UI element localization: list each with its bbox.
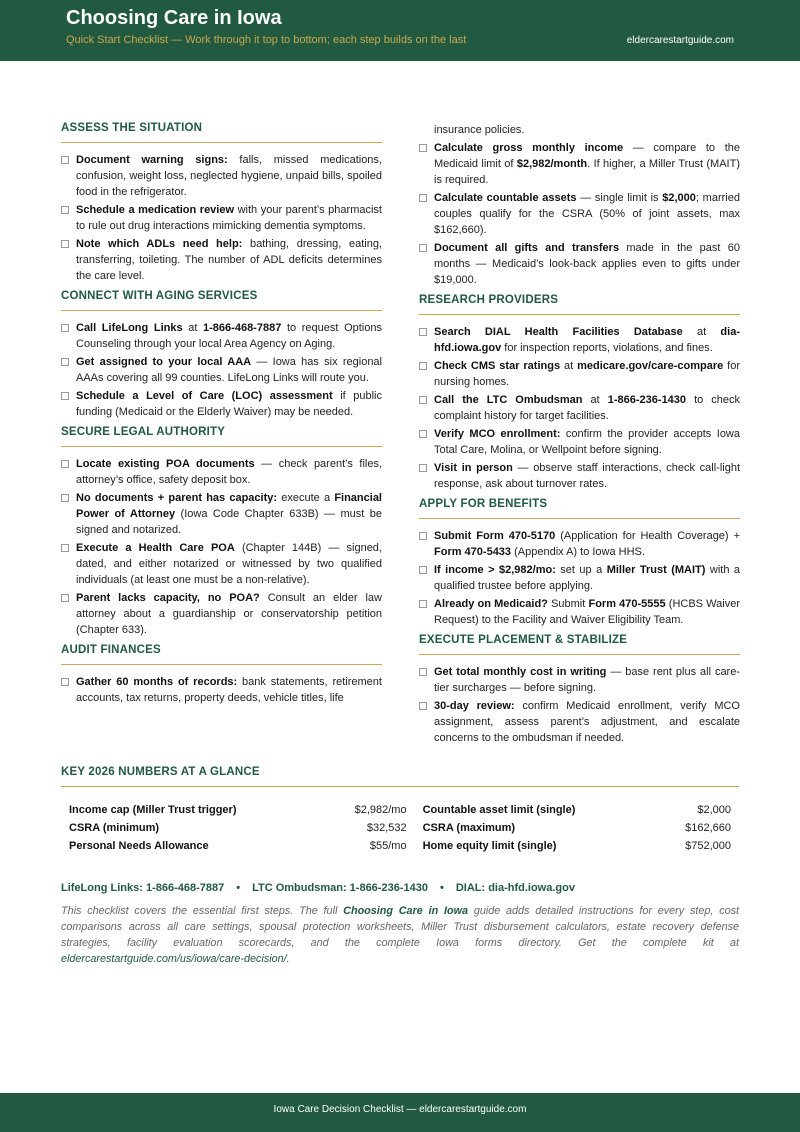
- lifelong-links-contact[interactable]: LifeLong Links: 1-866-468-7887: [61, 882, 225, 894]
- checklist-item: [61, 456, 382, 488]
- item-text: execute a: [277, 492, 335, 504]
- number-label: CSRA (minimum): [69, 822, 160, 834]
- contact-separator: •: [236, 882, 241, 894]
- checkbox[interactable]: [61, 392, 69, 400]
- item-lead: Execute a Health Care POA: [76, 542, 235, 554]
- item-text: at: [182, 322, 204, 334]
- item-text: at: [682, 326, 721, 338]
- checklist-item: [419, 426, 740, 458]
- page-subtitle: Quick Start Checklist — Work through it top to bottom; each step builds on the last: [66, 34, 467, 46]
- item-emphasis: Form 470-5555: [588, 598, 666, 610]
- number-value: $2,982/mo: [354, 804, 407, 816]
- item-lead: Call LifeLong Links: [76, 322, 183, 334]
- page-title: Choosing Care in Iowa: [66, 7, 282, 29]
- number-value: $162,660: [685, 822, 731, 834]
- item-lead: Get total monthly cost in writing: [434, 666, 607, 678]
- item-text: . If higher, a Miller Trust (MAIT) is required.: [434, 158, 740, 186]
- checkbox[interactable]: [419, 532, 427, 540]
- checkbox[interactable]: [61, 156, 69, 164]
- checklist: [61, 152, 382, 284]
- checkbox[interactable]: [419, 144, 427, 152]
- checklist-section: [61, 290, 382, 420]
- contact-line: [61, 882, 575, 894]
- checklist-item: [61, 152, 382, 200]
- item-text: bank statements, retirement accounts, tax returns, property deeds, vehicle titles, life: [76, 676, 382, 704]
- item-lead: Parent lacks capacity, no POA?: [76, 592, 260, 604]
- section-title: CONNECT WITH AGING SERVICES: [61, 290, 382, 311]
- checklist-section: [419, 122, 740, 288]
- section-title: RESEARCH PROVIDERS: [419, 294, 740, 315]
- checklist-section: [61, 644, 382, 706]
- item-emphasis: $2,982/month: [516, 158, 588, 170]
- item-lead: Schedule a medication review: [76, 204, 235, 216]
- item-lead: Calculate gross monthly income: [434, 142, 624, 154]
- number-value: $55/mo: [369, 840, 407, 852]
- section-title: ASSESS THE SITUATION: [61, 122, 382, 143]
- note-text: This checklist covers the essential first steps. The full: [61, 905, 344, 917]
- item-text: insurance policies.: [434, 124, 525, 136]
- dial-contact[interactable]: DIAL: dia-hfd.iowa.gov: [455, 882, 575, 894]
- number-label: Countable asset limit (single): [422, 804, 576, 816]
- key-numbers-table: [61, 801, 739, 855]
- item-lead: Verify MCO enrollment:: [434, 428, 561, 440]
- item-text: made in the past 60 months — Medicaid’s look-back applies even to gifts under $19,000.: [434, 242, 740, 286]
- key-number-row: [61, 837, 739, 855]
- item-lead: No documents + parent has capacity:: [76, 492, 278, 504]
- checklist-item: [61, 590, 382, 638]
- item-text: falls, missed medications, confusion, weight loss, neglected hygiene, unpaid bills, spoiled food in the refrigerator.: [76, 154, 382, 198]
- number-value: $2,000: [697, 804, 731, 816]
- item-emphasis: Miller Trust (MAIT): [606, 564, 706, 576]
- item-emphasis: 1-866-468-7887: [203, 322, 282, 334]
- checkbox[interactable]: [61, 594, 69, 602]
- item-text: with a qualified trustee before applying.: [434, 564, 740, 592]
- checklist: [419, 664, 740, 746]
- section-title: SECURE LEGAL AUTHORITY: [61, 426, 382, 447]
- checklist-section: [419, 634, 740, 746]
- item-emphasis: Form 470-5433: [434, 546, 512, 558]
- item-text: — single limit is: [576, 192, 663, 204]
- item-lead: Visit in person: [434, 462, 513, 474]
- checkbox[interactable]: [61, 206, 69, 214]
- checkbox[interactable]: [419, 362, 427, 370]
- item-lead: Search DIAL Health Facilities Database: [434, 326, 683, 338]
- checklist-item: [61, 236, 382, 284]
- note-text: guide adds detailed instructions for every step, cost comparisons across all care settings, spousal protection worksheets, Miller Trust disbursement calculators, estate recovery defense strategies, facility evaluation scorecards, and the complete Iowa forms directory. Get the complete kit at: [61, 905, 739, 949]
- item-lead: Gather 60 months of records:: [76, 676, 238, 688]
- section-title: AUDIT FINANCES: [61, 644, 382, 665]
- checkbox[interactable]: [419, 328, 427, 336]
- right-column: [419, 122, 740, 748]
- number-value: $752,000: [685, 840, 731, 852]
- checkbox[interactable]: [419, 194, 427, 202]
- item-text: to check complaint history for target facilities.: [434, 394, 740, 422]
- checklist-item: [61, 674, 382, 706]
- item-text: — base rent plus all care-tier surcharges — before signing.: [434, 666, 741, 694]
- checkbox[interactable]: [61, 358, 69, 366]
- checklist-item: [61, 202, 382, 234]
- checklist-item: [419, 392, 740, 424]
- item-text: (HCBS Waiver Request) to the Facility and Waiver Eligibility Team.: [434, 598, 740, 626]
- checklist: [61, 320, 382, 420]
- item-emphasis: medicare.gov/care-compare: [577, 360, 724, 372]
- checklist-item: [419, 528, 740, 560]
- item-lead: Note which ADLs need help:: [76, 238, 243, 250]
- item-text: — check parent’s files, attorney’s office, safety deposit box.: [76, 458, 383, 486]
- closing-note: [61, 903, 739, 967]
- item-text: at: [560, 360, 578, 372]
- checkbox[interactable]: [419, 566, 427, 574]
- contact-separator: •: [439, 882, 444, 894]
- item-lead: If income > $2,982/mo:: [434, 564, 556, 576]
- checklist-item: [419, 562, 740, 594]
- checklist: [419, 324, 740, 492]
- checklist-item: [61, 490, 382, 538]
- item-emphasis: dia-hfd.iowa.gov: [434, 326, 740, 354]
- item-lead: Schedule a Level of Care (LOC) assessment: [76, 390, 333, 402]
- checkbox[interactable]: [61, 678, 69, 686]
- checklist-section: [419, 498, 740, 628]
- item-text: Consult an elder law attorney about a guardianship or conservatorship petition (Chapter 633).: [76, 592, 382, 636]
- item-lead: Get assigned to your local AAA: [76, 356, 252, 368]
- item-lead: Document all gifts and transfers: [434, 242, 620, 254]
- item-emphasis: $2,000: [662, 192, 696, 204]
- checkbox[interactable]: [61, 240, 69, 248]
- number-value: $32,532: [366, 822, 407, 834]
- item-lead: Call the LTC Ombudsman: [434, 394, 583, 406]
- checkbox[interactable]: [61, 544, 69, 552]
- item-text: bathing, dressing, eating, transferring, toileting. The number of ADL deficits determines the care level.: [76, 238, 382, 282]
- checklist: [419, 122, 740, 288]
- item-text: if public funding (Medicaid or the Elderly Waiver) may be needed.: [76, 390, 382, 418]
- item-text: confirm Medicaid enrollment, verify MCO assignment, assess parent’s adjustment, and escalate concerns to the ombudsman if needed.: [434, 700, 740, 744]
- checklist: [61, 456, 382, 638]
- item-lead: Submit Form 470-5170: [434, 530, 556, 542]
- number-label: Income cap (Miller Trust trigger): [69, 804, 237, 816]
- item-emphasis: 1-866-236-1430: [607, 394, 687, 406]
- item-text: to request Options Counseling through your local Area Agency on Aging.: [76, 322, 382, 350]
- checkbox[interactable]: [61, 460, 69, 468]
- number-label: CSRA (maximum): [422, 822, 516, 834]
- header-site-link[interactable]: eldercarestartguide.com: [626, 35, 734, 46]
- checklist-item: [419, 122, 740, 138]
- item-lead: Check CMS star ratings: [434, 360, 561, 372]
- item-lead: Document warning signs:: [76, 154, 228, 166]
- checklist: [419, 528, 740, 628]
- checklist-item: [419, 190, 740, 238]
- note-kit-link[interactable]: eldercarestartguide.com/us/iowa/care-decision/: [61, 953, 287, 965]
- item-text: for nursing homes.: [434, 360, 740, 388]
- checklist-item: [419, 324, 740, 356]
- checkbox[interactable]: [61, 494, 69, 502]
- section-title: APPLY FOR BENEFITS: [419, 498, 740, 519]
- key-number-row: [61, 819, 739, 837]
- checkbox[interactable]: [419, 396, 427, 404]
- key-numbers-title: KEY 2026 NUMBERS AT A GLANCE: [61, 766, 739, 787]
- checkbox[interactable]: [419, 702, 427, 710]
- page-footer: [0, 1093, 800, 1132]
- number-label: Home equity limit (single): [422, 840, 557, 852]
- checklist-item: [419, 664, 740, 696]
- item-text: ; married couples qualify for the CSRA (50% of joint assets, max $162,660).: [434, 192, 740, 236]
- checkbox[interactable]: [61, 324, 69, 332]
- checklist-section: [419, 294, 740, 492]
- item-text: (Application for Health Coverage) +: [555, 530, 740, 542]
- checklist: [61, 674, 382, 706]
- ombudsman-contact[interactable]: LTC Ombudsman: 1-866-236-1430: [252, 882, 428, 894]
- number-label: Personal Needs Allowance: [69, 840, 209, 852]
- item-text: confirm the provider accepts Iowa Total Care, Molina, or Wellpoint before signing.: [434, 428, 740, 456]
- checkbox[interactable]: [419, 668, 427, 676]
- footer-text: Iowa Care Decision Checklist — eldercarestartguide.com: [273, 1104, 527, 1115]
- checklist-item: [419, 596, 740, 628]
- page-header: [0, 0, 800, 61]
- item-lead: Already on Medicaid?: [434, 598, 548, 610]
- section-title: EXECUTE PLACEMENT & STABILIZE: [419, 634, 740, 655]
- checklist-item: [61, 540, 382, 588]
- item-text: at: [582, 394, 608, 406]
- checkbox[interactable]: [419, 430, 427, 438]
- item-text: — Iowa has six regional AAAs covering all 99 counties. LifeLong Links will route you.: [76, 356, 382, 384]
- key-number-row: [61, 801, 739, 819]
- checklist-item: [419, 240, 740, 288]
- checklist-section: [61, 426, 382, 638]
- item-text: Submit: [547, 598, 589, 610]
- item-text: (Chapter 144B) — signed, dated, and either notarized or witnessed by two qualified individuals (at least one must be a non-relative).: [76, 542, 382, 586]
- item-text: with your parent’s pharmacist to rule out drug interactions mimicking dementia symptoms.: [76, 204, 382, 232]
- item-emphasis: Financial Power of Attorney: [76, 492, 382, 520]
- item-text: — observe staff interactions, check call-light response, ask about turnover rates.: [434, 462, 741, 490]
- checklist-item: [419, 460, 740, 492]
- checklist-item: [419, 358, 740, 390]
- checkbox[interactable]: [419, 244, 427, 252]
- item-text: for inspection reports, violations, and fines.: [501, 342, 713, 354]
- item-lead: Calculate countable assets: [434, 192, 577, 204]
- item-lead: Locate existing POA documents: [76, 458, 255, 470]
- left-column: [61, 122, 382, 708]
- checkbox[interactable]: [419, 464, 427, 472]
- item-text: set up a: [555, 564, 607, 576]
- note-text: .: [286, 953, 290, 965]
- checklist-item: [419, 698, 740, 746]
- checklist-item: [61, 388, 382, 420]
- item-text: — compare to the Medicaid limit of: [434, 142, 740, 170]
- key-numbers-section: [61, 766, 739, 855]
- item-lead: 30-day review:: [434, 700, 515, 712]
- checkbox[interactable]: [419, 600, 427, 608]
- checklist-section: [61, 122, 382, 284]
- checklist-item: [61, 320, 382, 352]
- checklist-item: [419, 140, 740, 188]
- item-text: (Appendix A) to Iowa HHS.: [511, 546, 645, 558]
- note-guide-name: Choosing Care in Iowa: [343, 905, 468, 917]
- item-text: (Iowa Code Chapter 633B) — must be signed and notarized.: [76, 508, 382, 536]
- checklist-item: [61, 354, 382, 386]
